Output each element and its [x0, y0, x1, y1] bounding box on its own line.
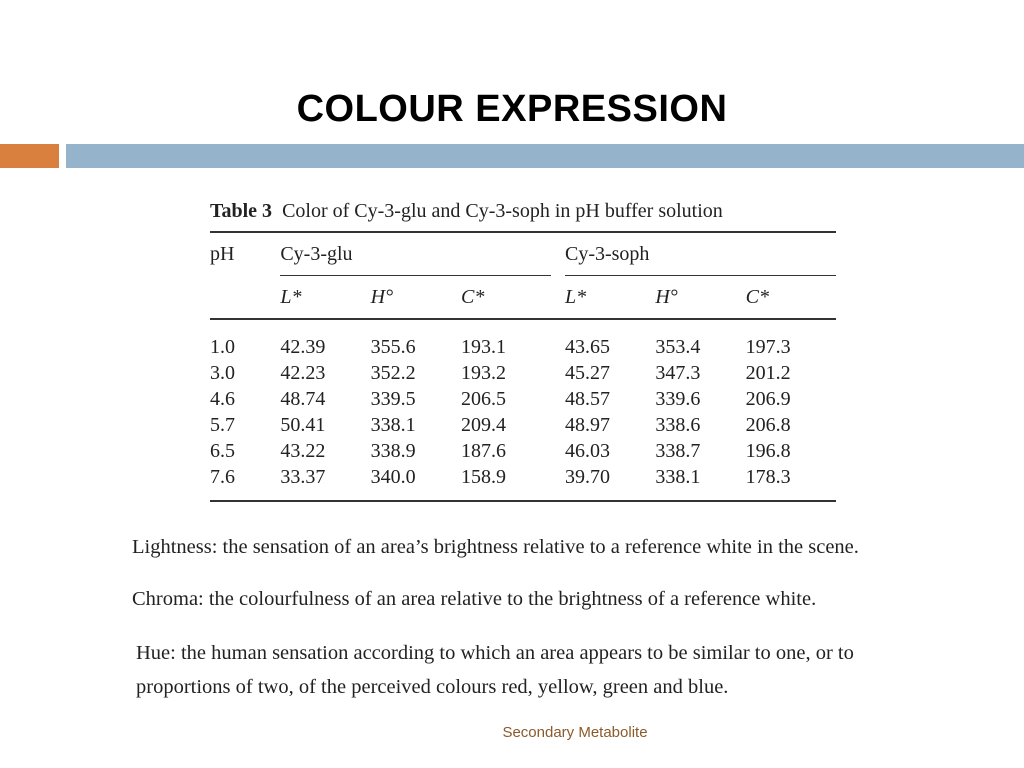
header-gap	[551, 232, 565, 276]
table-cell: 353.4	[655, 336, 701, 358]
table-row	[210, 438, 836, 464]
definition-hue	[136, 636, 916, 704]
table-cell: 45.27	[564, 362, 610, 384]
table-cell: 158.9	[461, 464, 551, 501]
table-cell: 209.4	[460, 414, 506, 436]
table-cell: 339.5	[370, 388, 416, 410]
table-cell: 338.9	[370, 440, 416, 462]
table-cell: 352.2	[370, 362, 416, 384]
table-cell: 187.6	[460, 440, 506, 462]
table-cell: 43.65	[564, 336, 610, 358]
table-row	[210, 386, 836, 412]
table-cell: 50.41	[280, 414, 326, 436]
table-caption	[210, 200, 836, 223]
table-cell: 197.3	[745, 336, 791, 358]
subheader-cell: C*	[746, 276, 836, 320]
table-cell: 193.1	[460, 336, 506, 358]
table-cell: 1.0	[210, 336, 235, 358]
gap-cell	[551, 360, 565, 386]
gap-cell	[551, 438, 565, 464]
table-cell: 201.2	[745, 362, 791, 384]
accent-bar-blue	[66, 144, 1024, 168]
table-row	[210, 412, 836, 438]
table-cell: 42.39	[280, 336, 326, 358]
gap-cell	[551, 464, 565, 501]
header-group-cy3glu: Cy-3-glu	[280, 232, 551, 276]
color-table	[210, 231, 836, 502]
table-cell: 339.6	[655, 388, 701, 410]
table-cell: 33.37	[280, 464, 370, 501]
table-row	[210, 360, 836, 386]
table-cell: 196.8	[745, 440, 791, 462]
table-cell: 39.70	[565, 464, 655, 501]
table-cell: 193.2	[460, 362, 506, 384]
gap-cell	[551, 412, 565, 438]
subheader-cell: L*	[280, 276, 370, 320]
table-cell: 4.6	[210, 388, 235, 410]
table-cell: 355.6	[370, 336, 416, 358]
table-figure	[210, 200, 836, 502]
table-cell: 206.8	[745, 414, 791, 436]
table-cell: 43.22	[280, 440, 326, 462]
gap-cell	[551, 386, 565, 412]
table-cell: 7.6	[210, 464, 280, 501]
definition-chroma: Chroma: the colourfulness of an area relative to the brightness of a reference white.	[132, 588, 817, 610]
table-row	[210, 464, 836, 501]
table-cell: 178.3	[746, 464, 836, 501]
slide-title: COLOUR EXPRESSION	[296, 88, 728, 130]
table-cell: 6.5	[210, 440, 235, 462]
table-caption-text: Color of Cy-3-glu and Cy-3-soph in pH buffer solution	[282, 200, 723, 222]
header-ph: pH	[210, 232, 280, 276]
table-cell: 338.1	[370, 414, 416, 436]
table-cell: 347.3	[655, 362, 701, 384]
header-ph-blank	[210, 276, 280, 320]
table-cell: 338.7	[655, 440, 701, 462]
table-cell: 340.0	[371, 464, 461, 501]
table-row	[210, 319, 836, 360]
table-cell: 206.5	[460, 388, 506, 410]
subheader-cell: C*	[461, 276, 551, 320]
table-cell: 206.9	[745, 388, 791, 410]
table-cell: 338.6	[655, 414, 701, 436]
table-cell: 48.97	[564, 414, 610, 436]
definition-lightness: Lightness: the sensation of an area’s brightness relative to a reference white in the scene.	[132, 536, 859, 558]
subheader-cell: L*	[565, 276, 655, 320]
definition-hue-line2: proportions of two, of the perceived colours red, yellow, green and blue.	[136, 676, 729, 698]
definition-hue-line1: Hue: the human sensation according to which an area appears to be similar to one, or to	[136, 642, 854, 664]
header-group-cy3soph: Cy-3-soph	[565, 232, 836, 276]
gap-cell	[551, 319, 565, 360]
header-gap	[551, 276, 565, 320]
table-cell: 46.03	[564, 440, 610, 462]
table-cell: 48.57	[564, 388, 610, 410]
table-cell: 338.1	[655, 464, 745, 501]
table-cell: 3.0	[210, 362, 235, 384]
table-cell: 42.23	[280, 362, 326, 384]
table-body	[210, 319, 836, 501]
subheader-cell: H°	[371, 276, 461, 320]
table-cell: 5.7	[210, 414, 235, 436]
slide-footer: Secondary Metabolite	[502, 724, 648, 741]
accent-bar-orange	[0, 144, 59, 168]
table-cell: 48.74	[280, 388, 326, 410]
table-label: Table 3	[210, 200, 273, 222]
subheader-cell: H°	[655, 276, 745, 320]
